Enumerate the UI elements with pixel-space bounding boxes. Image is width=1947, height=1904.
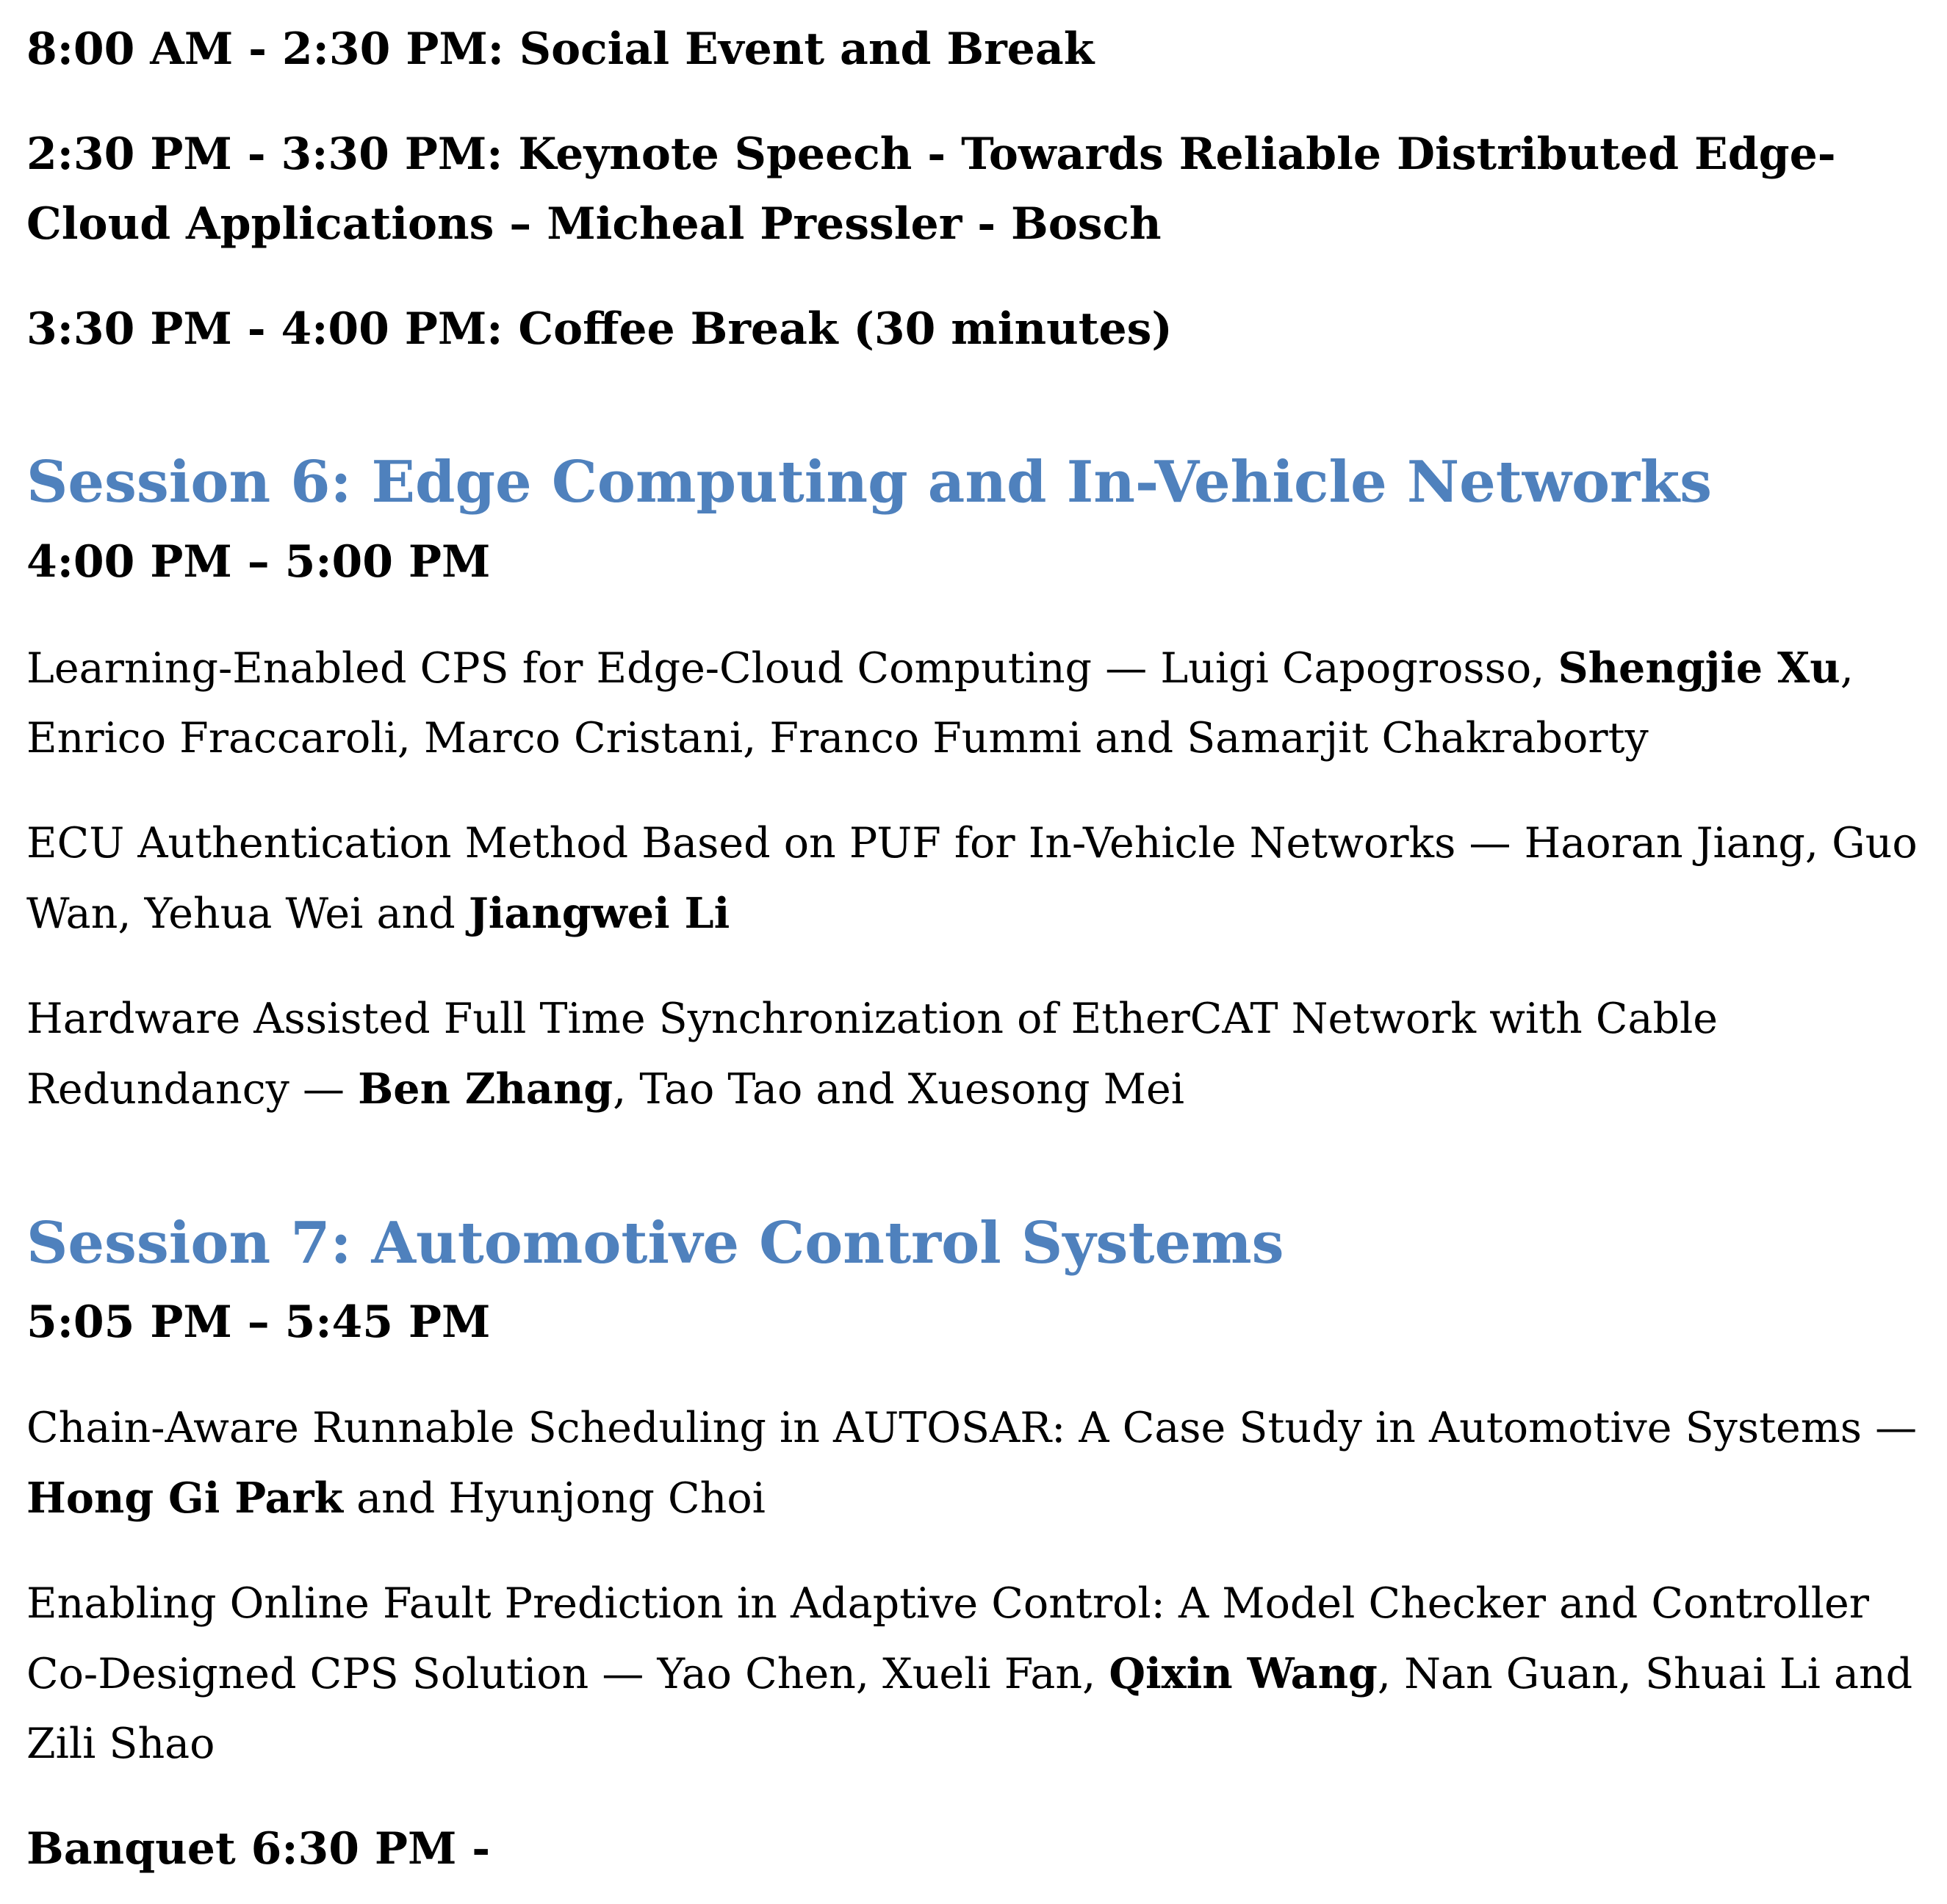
session-6-paper-3 [26, 984, 1922, 1125]
paper-presenter: Hong Gi Park [26, 1474, 343, 1523]
paper-authors-rest: , Enrico Fraccaroli, Marco Cristani, Franco Fummi and Samarjit Chakraborty [26, 644, 1854, 762]
session-6-time: 4:00 PM – 5:00 PM [26, 536, 491, 588]
paper-presenter: Shengjie Xu [1558, 643, 1840, 693]
paper-title: Enabling Online Fault Prediction in Adaptive Control: A Model Checker and Controller Co-Designed CPS Solution [26, 1579, 1869, 1698]
paper-title: ECU Authentication Method Based on PUF for In-Vehicle Networks [26, 819, 1456, 868]
paper-title: Chain-Aware Runnable Scheduling in AUTOSAR: A Case Study in Automotive Systems [26, 1404, 1863, 1452]
session-7-paper-1 [26, 1393, 1922, 1534]
paper-separator: — [303, 1065, 345, 1114]
schedule-item-keynote: 2:30 PM - 3:30 PM: Keynote Speech - Towards Reliable Distributed Edge-Cloud Applications – Micheal Pressler - Bosch [26, 129, 1836, 250]
paper-authors: Luigi Capogrosso, [1160, 644, 1558, 693]
session-6-title: Session 6: Edge Computing and In-Vehicle Networks [26, 449, 1713, 516]
session-7-title: Session 7: Automotive Control Systems [26, 1210, 1284, 1277]
paper-authors: Yao Chen, Xueli Fan, [657, 1650, 1109, 1698]
paper-title: Learning-Enabled CPS for Edge-Cloud Computing [26, 644, 1093, 693]
session-6-paper-2 [26, 809, 1922, 949]
session-7-paper-2 [26, 1569, 1922, 1779]
session-6-paper-1 [26, 633, 1922, 774]
paper-authors: Haoran Jiang, Guo Wan, Yehua Wei and [26, 819, 1918, 938]
paper-separator: — [1105, 644, 1148, 693]
paper-presenter: Qixin Wang [1109, 1649, 1378, 1698]
session-7-time: 5:05 PM – 5:45 PM [26, 1297, 491, 1348]
paper-authors-rest: , Nan Guan, Shuai Li and Zili Shao [26, 1650, 1913, 1768]
paper-authors-rest: and Hyunjong Choi [342, 1474, 766, 1523]
paper-separator: — [602, 1650, 644, 1698]
paper-title: Hardware Assisted Full Time Synchronization of EtherCAT Network with Cable Redundancy [26, 995, 1718, 1114]
paper-separator: — [1469, 819, 1511, 868]
schedule-item-social-event: 8:00 AM - 2:30 PM: Social Event and Break [26, 24, 1095, 75]
paper-presenter: Jiangwei Li [468, 889, 730, 938]
schedule-item-coffee-break: 3:30 PM - 4:00 PM: Coffee Break (30 minutes) [26, 303, 1173, 355]
paper-authors-rest: , Tao Tao and Xuesong Mei [613, 1065, 1184, 1114]
paper-presenter: Ben Zhang [358, 1064, 613, 1114]
paper-separator: — [1875, 1404, 1918, 1452]
banquet-item: Banquet 6:30 PM - [26, 1823, 491, 1875]
